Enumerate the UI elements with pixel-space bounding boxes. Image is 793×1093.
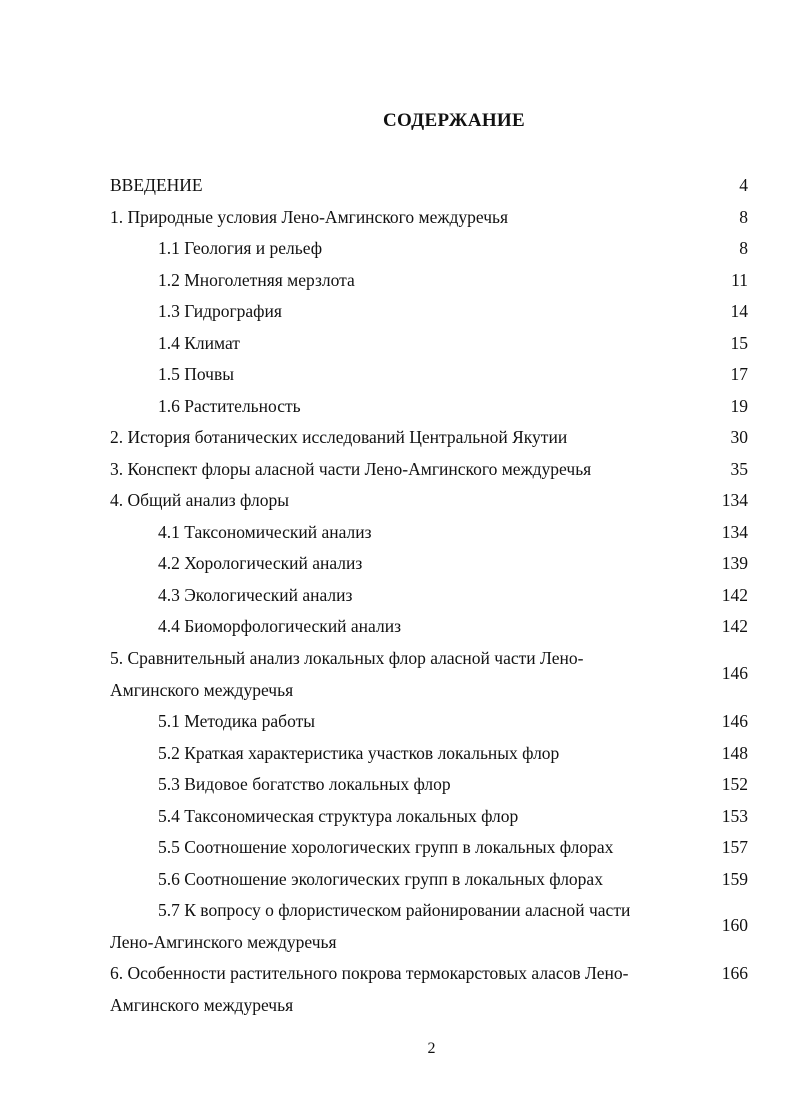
toc-page-number: 35 bbox=[730, 459, 748, 479]
toc-page-number: 17 bbox=[730, 364, 748, 384]
toc-entry-chapter-5: 5. Сравнительный анализ локальных флор аласной части Лено- bbox=[110, 648, 584, 668]
toc-page-number: 146 bbox=[721, 663, 748, 683]
toc-entry-chapter-1: 1. Природные условия Лено-Амгинского междуречья bbox=[110, 207, 509, 227]
toc-entry-1-4: 1.4 Климат bbox=[158, 333, 240, 353]
toc-entry-chapter-3: 3. Конспект флоры аласной части Лено-Амгинского междуречья bbox=[110, 459, 592, 479]
toc-entry-5-5: 5.5 Соотношение хорологических групп в локальных флорах bbox=[158, 837, 614, 857]
toc-page-number: 152 bbox=[721, 774, 748, 794]
toc-page-number: 160 bbox=[721, 915, 748, 935]
toc-entry-5-1: 5.1 Методика работы bbox=[158, 711, 316, 731]
toc-entry-chapter-6: 6. Особенности растительного покрова термокарстовых аласов Лено- bbox=[110, 963, 629, 983]
toc-page-number: 157 bbox=[721, 837, 748, 857]
toc-page-number: 14 bbox=[730, 301, 748, 321]
toc-entry-1-1: 1.1 Геология и рельеф bbox=[158, 238, 323, 258]
toc-entry-1-3: 1.3 Гидрография bbox=[158, 301, 282, 321]
toc-entry-chapter-4: 4. Общий анализ флоры bbox=[110, 490, 289, 510]
toc-page-number: 159 bbox=[721, 869, 748, 889]
toc-page-number: 4 bbox=[739, 175, 748, 195]
toc-page-number: 30 bbox=[730, 427, 748, 447]
toc-entry-4-3: 4.3 Экологический анализ bbox=[158, 585, 353, 605]
toc-entry-chapter-5-continuation: Амгинского междуречья bbox=[110, 680, 294, 700]
toc-entry-1-5: 1.5 Почвы bbox=[158, 364, 235, 384]
toc-page-number: 153 bbox=[721, 806, 748, 826]
toc-entry-5-2: 5.2 Краткая характеристика участков локальных флор bbox=[158, 743, 560, 763]
page-title: СОДЕРЖАНИЕ bbox=[383, 110, 525, 131]
toc-page-number: 139 bbox=[721, 553, 748, 573]
toc-entry-5-6: 5.6 Соотношение экологических групп в локальных флорах bbox=[158, 869, 603, 889]
page-number: 2 bbox=[427, 1040, 436, 1057]
toc-entry-5-4: 5.4 Таксономическая структура локальных флор bbox=[158, 806, 519, 826]
toc-page-number: 11 bbox=[731, 270, 748, 290]
toc-page-number: 146 bbox=[721, 711, 748, 731]
toc-page-number: 134 bbox=[721, 490, 748, 510]
toc-entry-chapter-6-continuation: Амгинского междуречья bbox=[110, 995, 294, 1015]
toc-page-number: 142 bbox=[721, 616, 748, 636]
toc-entry-introduction: ВВЕДЕНИЕ bbox=[110, 175, 203, 195]
toc-page-number: 8 bbox=[739, 238, 748, 258]
toc-page-number: 166 bbox=[721, 963, 748, 983]
toc-page-number: 134 bbox=[721, 522, 748, 542]
toc-entry-chapter-2: 2. История ботанических исследований Центральной Якутии bbox=[110, 427, 568, 447]
toc-entry-5-7-continuation: Лено-Амгинского междуречья bbox=[110, 932, 337, 952]
toc-entry-4-4: 4.4 Биоморфологический анализ bbox=[158, 616, 401, 636]
toc-entry-5-3: 5.3 Видовое богатство локальных флор bbox=[158, 774, 451, 794]
toc-page-number: 15 bbox=[730, 333, 748, 353]
toc-entry-4-2: 4.2 Хорологический анализ bbox=[158, 553, 363, 573]
toc-entry-1-2: 1.2 Многолетняя мерзлота bbox=[158, 270, 355, 290]
toc-page-number: 148 bbox=[721, 743, 748, 763]
toc-page-number: 8 bbox=[739, 207, 748, 227]
toc-entry-5-7: 5.7 К вопросу о флористическом районировании аласной части bbox=[158, 900, 631, 920]
toc-entry-1-6: 1.6 Растительность bbox=[158, 396, 301, 416]
toc-page-number: 19 bbox=[730, 396, 748, 416]
toc-page-number: 142 bbox=[721, 585, 748, 605]
toc-entry-4-1: 4.1 Таксономический анализ bbox=[158, 522, 372, 542]
